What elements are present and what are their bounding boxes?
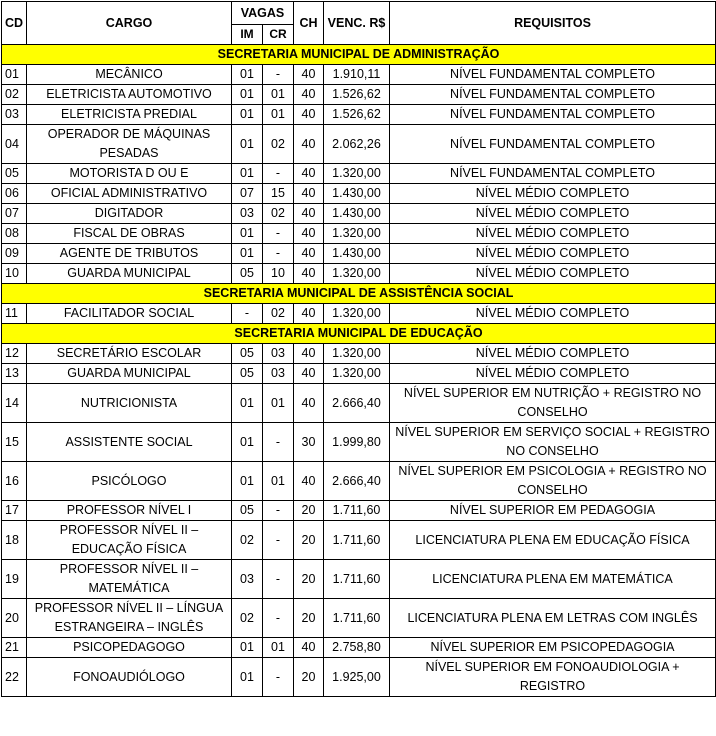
cell-venc: 1.430,00 [324,184,390,204]
cell-cd: 14 [2,384,27,423]
cell-im: 05 [232,364,263,384]
cell-requisitos: NÍVEL SUPERIOR EM NUTRIÇÃO + REGISTRO NO CONSELHO [390,384,716,423]
cell-cargo: AGENTE DE TRIBUTOS [27,244,232,264]
table-row [2,462,716,501]
cell-ch: 40 [294,164,324,184]
header-cargo: CARGO [27,2,232,45]
vacancies-table [1,1,716,697]
cell-cargo: PSICÓLOGO [27,462,232,501]
header-im: IM [232,25,263,45]
cell-cr: 02 [263,204,294,224]
cell-venc: 1.711,60 [324,599,390,638]
cell-ch: 40 [294,204,324,224]
cell-cd: 13 [2,364,27,384]
cell-cargo: MECÂNICO [27,65,232,85]
cell-im: 01 [232,164,263,184]
section-title: SECRETARIA MUNICIPAL DE ASSISTÊNCIA SOCIAL [2,284,716,304]
cell-im: 01 [232,384,263,423]
cell-cd: 20 [2,599,27,638]
cell-requisitos: NÍVEL MÉDIO COMPLETO [390,244,716,264]
cell-im: 01 [232,224,263,244]
cell-cd: 05 [2,164,27,184]
cell-cargo: OPERADOR DE MÁQUINAS PESADAS [27,125,232,164]
header-ch: CH [294,2,324,45]
cell-cd: 15 [2,423,27,462]
cell-requisitos: NÍVEL SUPERIOR EM FONOAUDIOLOGIA + REGISTRO [390,658,716,697]
cell-ch: 20 [294,501,324,521]
cell-im: 01 [232,105,263,125]
cell-venc: 1.320,00 [324,344,390,364]
cell-cd: 01 [2,65,27,85]
cell-requisitos: NÍVEL FUNDAMENTAL COMPLETO [390,85,716,105]
cell-ch: 40 [294,344,324,364]
cell-requisitos: NÍVEL MÉDIO COMPLETO [390,364,716,384]
cell-cargo: ASSISTENTE SOCIAL [27,423,232,462]
table-row [2,658,716,697]
cell-cr: 01 [263,462,294,501]
cell-requisitos: NÍVEL FUNDAMENTAL COMPLETO [390,164,716,184]
table-row [2,638,716,658]
table-row [2,384,716,423]
cell-cd: 11 [2,304,27,324]
cell-ch: 20 [294,599,324,638]
cell-ch: 40 [294,364,324,384]
cell-requisitos: NÍVEL SUPERIOR EM PSICOPEDAGOGIA [390,638,716,658]
cell-requisitos: NÍVEL MÉDIO COMPLETO [390,304,716,324]
cell-cargo: OFICIAL ADMINISTRATIVO [27,184,232,204]
cell-cr: 10 [263,264,294,284]
table-row [2,125,716,164]
cell-venc: 1.320,00 [324,264,390,284]
cell-ch: 40 [294,184,324,204]
cell-cr: 02 [263,304,294,324]
cell-venc: 2.758,80 [324,638,390,658]
cell-venc: 2.666,40 [324,462,390,501]
table-row [2,501,716,521]
cell-cd: 16 [2,462,27,501]
cell-requisitos: NÍVEL SUPERIOR EM PSICOLOGIA + REGISTRO NO CONSELHO [390,462,716,501]
cell-venc: 1.430,00 [324,244,390,264]
cell-im: 01 [232,244,263,264]
cell-cr: 01 [263,384,294,423]
cell-cr: 03 [263,344,294,364]
cell-cr: 01 [263,85,294,105]
cell-cd: 03 [2,105,27,125]
cell-requisitos: NÍVEL FUNDAMENTAL COMPLETO [390,125,716,164]
section-row [2,324,716,344]
cell-im: 07 [232,184,263,204]
cell-im: 02 [232,521,263,560]
cell-requisitos: NÍVEL MÉDIO COMPLETO [390,204,716,224]
section-row [2,45,716,65]
cell-requisitos: NÍVEL FUNDAMENTAL COMPLETO [390,65,716,85]
cell-requisitos: NÍVEL SUPERIOR EM SERVIÇO SOCIAL + REGISTRO NO CONSELHO [390,423,716,462]
cell-venc: 1.711,60 [324,521,390,560]
cell-cr: - [263,560,294,599]
cell-cargo: GUARDA MUNICIPAL [27,364,232,384]
table-row [2,105,716,125]
cell-ch: 40 [294,304,324,324]
cell-requisitos: NÍVEL MÉDIO COMPLETO [390,264,716,284]
cell-cd: 21 [2,638,27,658]
cell-im: 01 [232,125,263,164]
cell-cr: 01 [263,105,294,125]
table-row [2,560,716,599]
table-row [2,204,716,224]
cell-cr: 03 [263,364,294,384]
table-row [2,224,716,244]
cell-ch: 40 [294,244,324,264]
cell-venc: 2.062,26 [324,125,390,164]
cell-venc: 1.526,62 [324,105,390,125]
table-row [2,65,716,85]
cell-cr: - [263,658,294,697]
cell-cr: - [263,501,294,521]
table-row [2,344,716,364]
cell-cr: 01 [263,638,294,658]
cell-cr: - [263,244,294,264]
cell-cr: - [263,224,294,244]
cell-im: 03 [232,204,263,224]
cell-requisitos: LICENCIATURA PLENA EM LETRAS COM INGLÊS [390,599,716,638]
cell-venc: 1.526,62 [324,85,390,105]
cell-cr: - [263,521,294,560]
cell-requisitos: NÍVEL FUNDAMENTAL COMPLETO [390,105,716,125]
cell-cargo: PROFESSOR NÍVEL II – EDUCAÇÃO FÍSICA [27,521,232,560]
cell-cargo: FONOAUDIÓLOGO [27,658,232,697]
cell-venc: 1.999,80 [324,423,390,462]
cell-cargo: MOTORISTA D OU E [27,164,232,184]
cell-cd: 19 [2,560,27,599]
cell-ch: 20 [294,521,324,560]
cell-ch: 40 [294,125,324,164]
cell-requisitos: LICENCIATURA PLENA EM MATEMÁTICA [390,560,716,599]
cell-cargo: SECRETÁRIO ESCOLAR [27,344,232,364]
cell-cd: 06 [2,184,27,204]
cell-cd: 07 [2,204,27,224]
cell-im: 01 [232,65,263,85]
section-title: SECRETARIA MUNICIPAL DE ADMINISTRAÇÃO [2,45,716,65]
cell-requisitos: NÍVEL SUPERIOR EM PEDAGOGIA [390,501,716,521]
cell-ch: 40 [294,224,324,244]
cell-ch: 40 [294,264,324,284]
section-title: SECRETARIA MUNICIPAL DE EDUCAÇÃO [2,324,716,344]
cell-cr: - [263,599,294,638]
cell-venc: 1.430,00 [324,204,390,224]
cell-cd: 22 [2,658,27,697]
cell-requisitos: NÍVEL MÉDIO COMPLETO [390,184,716,204]
cell-venc: 1.320,00 [324,224,390,244]
cell-cargo: PSICOPEDAGOGO [27,638,232,658]
cell-im: 01 [232,638,263,658]
cell-ch: 40 [294,638,324,658]
cell-cargo: GUARDA MUNICIPAL [27,264,232,284]
header-requisitos: REQUISITOS [390,2,716,45]
cell-im: - [232,304,263,324]
cell-cr: - [263,164,294,184]
cell-cargo: PROFESSOR NÍVEL II – MATEMÁTICA [27,560,232,599]
cell-cd: 08 [2,224,27,244]
cell-venc: 1.320,00 [324,364,390,384]
cell-requisitos: NÍVEL MÉDIO COMPLETO [390,344,716,364]
cell-ch: 40 [294,105,324,125]
table-row [2,521,716,560]
table-row [2,184,716,204]
cell-ch: 40 [294,65,324,85]
cell-im: 05 [232,264,263,284]
cell-requisitos: LICENCIATURA PLENA EM EDUCAÇÃO FÍSICA [390,521,716,560]
cell-im: 02 [232,599,263,638]
cell-cr: - [263,65,294,85]
cell-cr: - [263,423,294,462]
cell-ch: 40 [294,384,324,423]
table-row [2,264,716,284]
cell-im: 05 [232,344,263,364]
cell-im: 01 [232,85,263,105]
cell-ch: 40 [294,85,324,105]
cell-venc: 1.320,00 [324,304,390,324]
cell-cd: 12 [2,344,27,364]
cell-ch: 30 [294,423,324,462]
cell-venc: 2.666,40 [324,384,390,423]
table-row [2,423,716,462]
section-row [2,284,716,304]
cell-ch: 20 [294,560,324,599]
cell-ch: 20 [294,658,324,697]
cell-im: 01 [232,423,263,462]
header-cd: CD [2,2,27,45]
cell-cd: 02 [2,85,27,105]
cell-im: 01 [232,658,263,697]
cell-venc: 1.320,00 [324,164,390,184]
cell-ch: 40 [294,462,324,501]
cell-cargo: FISCAL DE OBRAS [27,224,232,244]
cell-cargo: ELETRICISTA PREDIAL [27,105,232,125]
cell-cr: 02 [263,125,294,164]
cell-cargo: DIGITADOR [27,204,232,224]
table-row [2,164,716,184]
cell-cr: 15 [263,184,294,204]
header-cr: CR [263,25,294,45]
cell-requisitos: NÍVEL MÉDIO COMPLETO [390,224,716,244]
cell-cd: 04 [2,125,27,164]
cell-im: 01 [232,462,263,501]
cell-cd: 10 [2,264,27,284]
cell-im: 05 [232,501,263,521]
cell-cd: 09 [2,244,27,264]
cell-cargo: NUTRICIONISTA [27,384,232,423]
cell-im: 03 [232,560,263,599]
cell-cargo: ELETRICISTA AUTOMOTIVO [27,85,232,105]
table-row [2,244,716,264]
cell-cargo: PROFESSOR NÍVEL I [27,501,232,521]
cell-venc: 1.910,11 [324,65,390,85]
header-vagas: VAGAS [232,2,294,25]
table-row [2,599,716,638]
header-venc: VENC. R$ [324,2,390,45]
table-body [2,45,716,697]
table-row [2,364,716,384]
cell-venc: 1.925,00 [324,658,390,697]
cell-venc: 1.711,60 [324,501,390,521]
cell-cargo: PROFESSOR NÍVEL II – LÍNGUA ESTRANGEIRA – INGLÊS [27,599,232,638]
table-row [2,85,716,105]
cell-cd: 18 [2,521,27,560]
cell-cargo: FACILITADOR SOCIAL [27,304,232,324]
cell-cd: 17 [2,501,27,521]
cell-venc: 1.711,60 [324,560,390,599]
table-row [2,304,716,324]
